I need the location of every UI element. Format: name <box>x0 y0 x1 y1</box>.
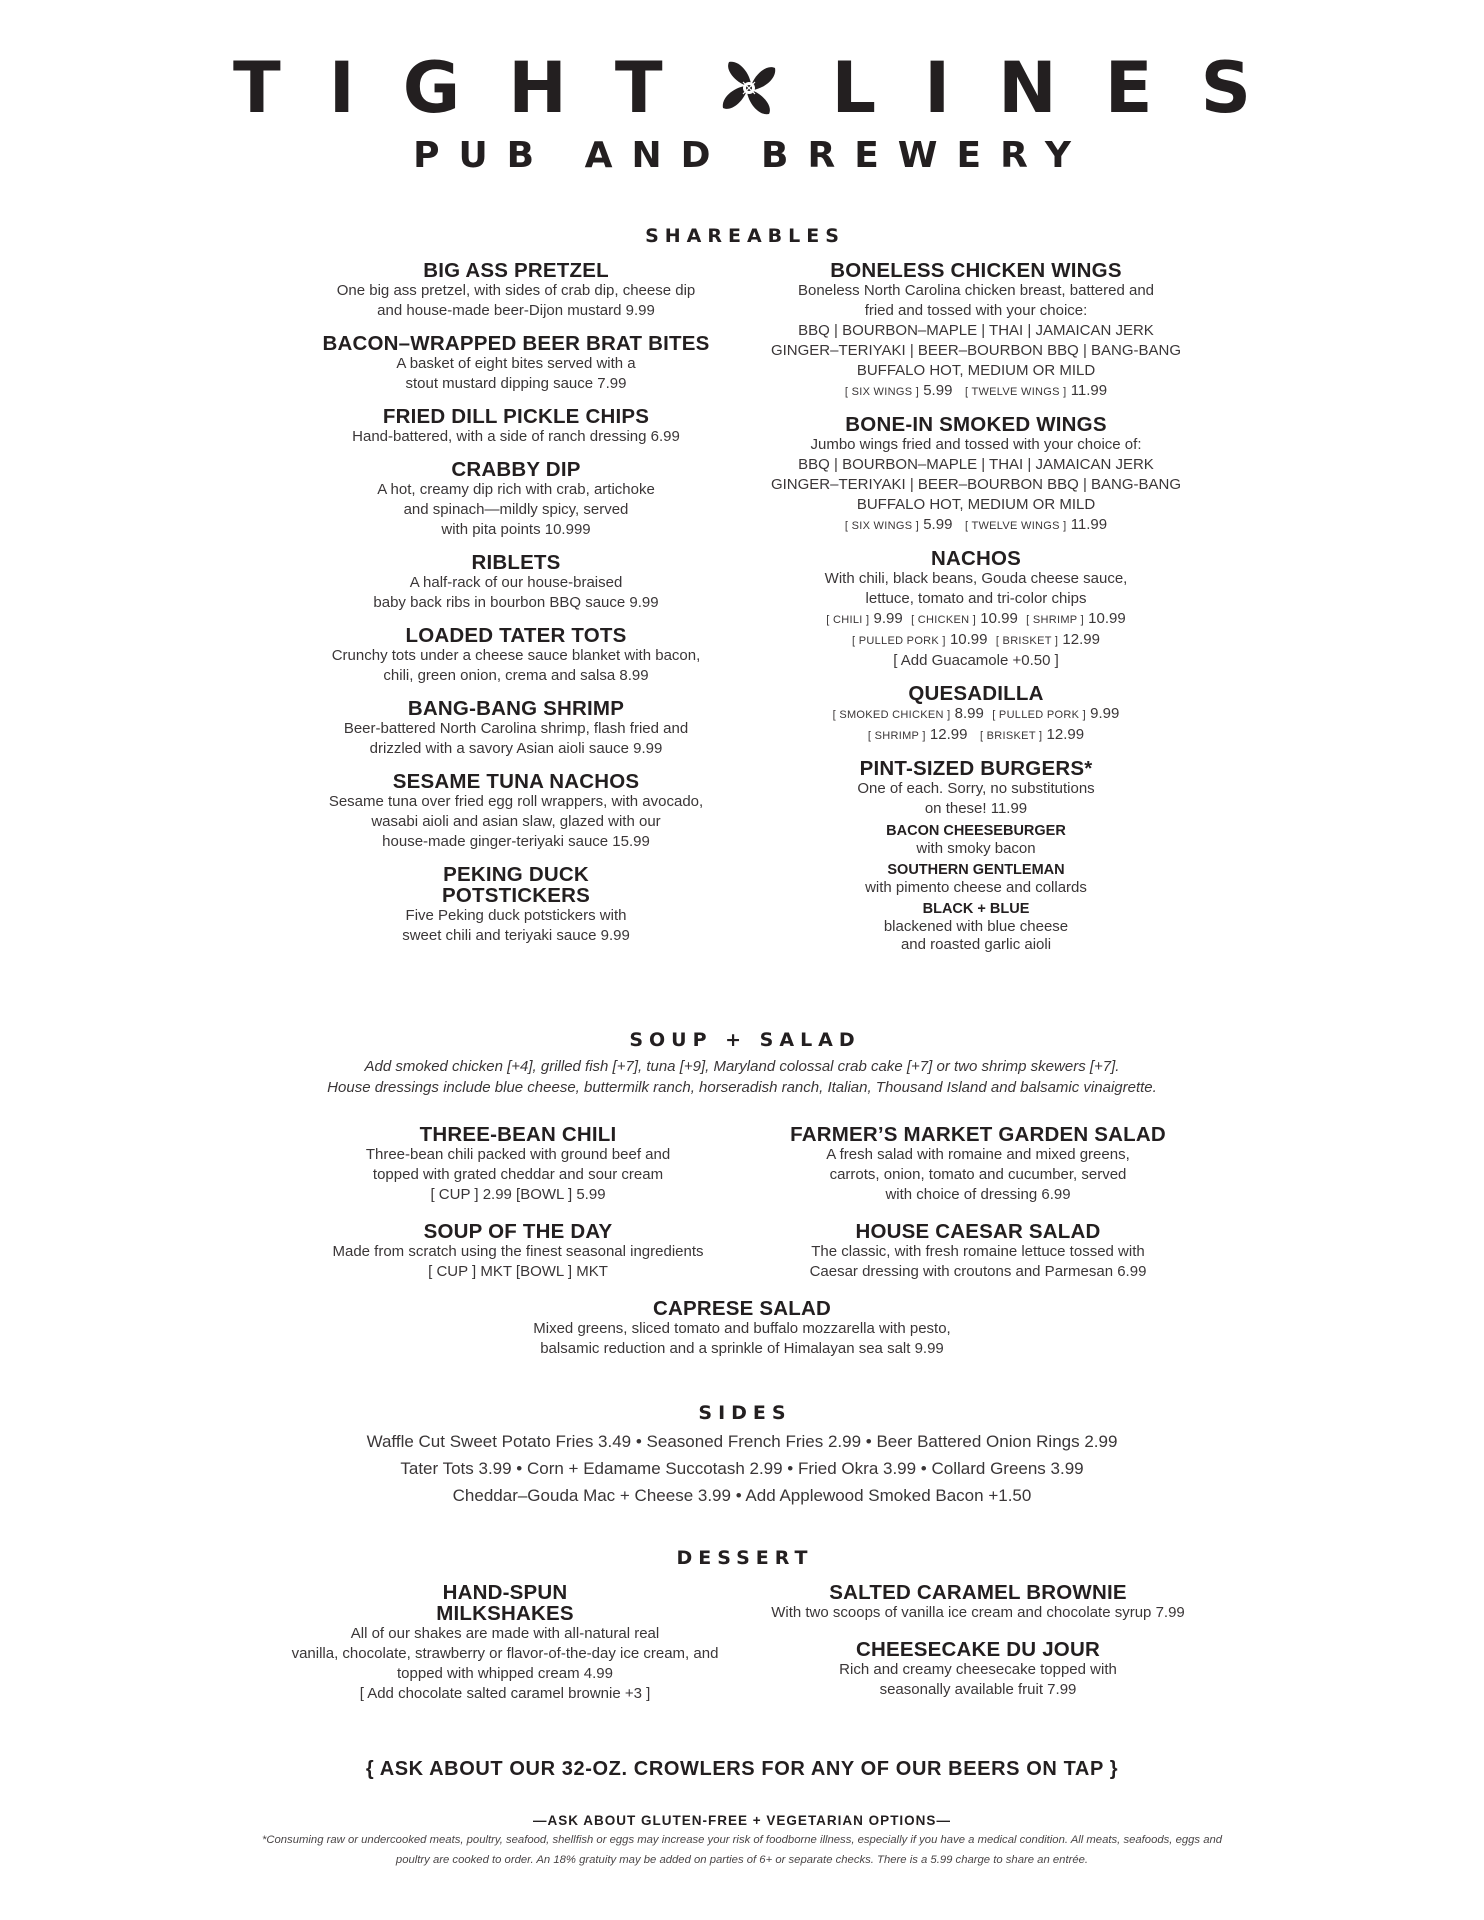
soup-salad-right-column <box>756 1124 1200 1298</box>
item-name: BONELESS CHICKEN WINGS <box>830 259 1122 282</box>
item-desc: [ Add chocolate salted caramel brownie +3 ] <box>359 1685 651 1702</box>
disclaimer-line: *Consuming raw or undercooked meats, poultry, seafood, shellfish or eggs may increase your risk of foodborne illness, especially if you have a medical condition. All meats, seafoods, eggs and <box>261 1834 1223 1846</box>
item-desc: BUFFALO HOT, MEDIUM OR MILD <box>856 496 1096 513</box>
option-price: 11.99 <box>1070 382 1108 399</box>
option-tag: [ CHICKEN ] <box>911 614 977 626</box>
item-name: THREE-BEAN CHILI <box>419 1123 617 1146</box>
item-desc: [ CUP ] MKT [BOWL ] MKT <box>428 1263 608 1280</box>
sub-item-desc: with smoky bacon <box>916 840 1036 857</box>
soup-salad-center <box>442 1298 1042 1359</box>
option-price: 12.99 <box>929 726 968 743</box>
item-desc: wasabi aioli and asian slaw, glazed with our <box>371 813 661 830</box>
option-price: 11.99 <box>1070 516 1108 533</box>
menu-item-burgers <box>766 758 1186 954</box>
option-price: 10.99 <box>949 631 988 648</box>
item-desc: With chili, black beans, Gouda cheese sauce, <box>824 570 1128 587</box>
menu-item <box>300 333 732 394</box>
option-tag: [ SIX WINGS ] <box>844 520 920 532</box>
item-desc: [ CUP ] 2.99 [BOWL ] 5.99 <box>430 1186 606 1203</box>
item-desc: BBQ | BOURBON–MAPLE | THAI | JAMAICAN JERK <box>798 322 1154 339</box>
item-desc: and house-made beer-Dijon mustard 9.99 <box>377 302 655 319</box>
item-desc: with pita points 10.999 <box>441 521 591 538</box>
item-desc: Made from scratch using the finest seasonal ingredients <box>332 1243 704 1260</box>
item-name: CAPRESE SALAD <box>652 1297 831 1320</box>
item-name: FARMER’S MARKET GARDEN SALAD <box>790 1123 1166 1146</box>
item-name: QUESADILLA <box>908 682 1044 705</box>
item-desc: A half-rack of our house-braised <box>409 574 623 591</box>
item-desc: BBQ | BOURBON–MAPLE | THAI | JAMAICAN JERK <box>798 456 1154 473</box>
item-desc: One big ass pretzel, with sides of crab dip, cheese dip <box>336 282 696 299</box>
item-desc: All of our shakes are made with all-natural real <box>350 1625 660 1642</box>
option-tag: [ BRISKET ] <box>995 635 1059 647</box>
price-options <box>766 515 1186 536</box>
option-price: 5.99 <box>923 382 953 399</box>
price-options <box>766 381 1186 402</box>
menu-item <box>300 260 732 321</box>
sides-line: Tater Tots 3.99 • Corn + Edamame Succotash 2.99 • Fried Okra 3.99 • Collard Greens 3.99 <box>400 1459 1084 1478</box>
item-name: BONE-IN SMOKED WINGS <box>845 413 1107 436</box>
logo-word-left: TIGHT <box>233 47 711 129</box>
option-tag: [ TWELVE WINGS ] <box>964 520 1067 532</box>
item-desc: Three-bean chili packed with ground beef and <box>365 1146 671 1163</box>
item-desc: seasonally available fruit 7.99 <box>879 1681 1077 1698</box>
item-desc: with choice of dressing 6.99 <box>885 1186 1071 1203</box>
item-desc: Rich and creamy cheesecake topped with <box>839 1661 1117 1678</box>
option-price: 9.99 <box>1090 705 1120 722</box>
sub-item-desc: and roasted garlic aioli <box>900 936 1052 953</box>
item-name: RIBLETS <box>471 551 561 574</box>
logo-word-right: LINES <box>831 47 1299 129</box>
dessert-right-column <box>756 1582 1200 1716</box>
item-desc: A hot, creamy dip rich with crab, artichoke <box>377 481 655 498</box>
menu-item-bonein-wings <box>766 414 1186 536</box>
option-tag: [ SHRIMP ] <box>867 730 926 742</box>
menu-item <box>290 1124 746 1205</box>
sides-line: Waffle Cut Sweet Potato Fries 3.49 • Seasoned French Fries 2.99 • Beer Battered Onion Rings 2.99 <box>366 1432 1118 1451</box>
item-desc: A fresh salad with romaine and mixed greens, <box>826 1146 1130 1163</box>
sides-line: Cheddar–Gouda Mac + Cheese 3.99 • Add Applewood Smoked Bacon +1.50 <box>452 1486 1032 1505</box>
item-desc: With two scoops of vanilla ice cream and chocolate syrup 7.99 <box>771 1604 1185 1621</box>
subtitle: PUB AND BREWERY <box>413 135 1090 176</box>
item-desc: Five Peking duck potstickers with <box>405 907 627 924</box>
option-price: 10.99 <box>1088 610 1126 627</box>
menu-item <box>290 1221 746 1282</box>
item-desc: Jumbo wings fried and tossed with your choice of: <box>810 436 1142 453</box>
soup-salad-addons-note: Add smoked chicken [+4], grilled fish [+7], tuna [+9], Maryland colossal crab cake [+7] or two shrimp skewers [+7]. <box>364 1058 1120 1075</box>
fishing-lure-icon <box>717 56 781 120</box>
menu-item <box>300 625 732 686</box>
soup-salad-left-column <box>290 1124 746 1298</box>
item-desc: The classic, with fresh romaine lettuce tossed with <box>811 1243 1145 1260</box>
price-options <box>766 630 1186 651</box>
soup-salad-dressings-note: House dressings include blue cheese, buttermilk ranch, horseradish ranch, Italian, Thousand Island and balsamic vinaigrette. <box>327 1079 1157 1096</box>
item-desc: vanilla, chocolate, strawberry or flavor-of-the-day ice cream, and <box>291 1645 719 1662</box>
menu-item <box>756 1639 1200 1700</box>
logo <box>0 48 1484 128</box>
option-price: 12.99 <box>1062 631 1100 648</box>
item-name: BANG-BANG SHRIMP <box>407 697 625 720</box>
item-desc: topped with grated cheddar and sour cream <box>372 1166 664 1183</box>
item-name: PEKING DUCK POTSTICKERS <box>442 863 590 907</box>
item-desc: chili, green onion, crema and salsa 8.99 <box>383 667 649 684</box>
item-desc: Caesar dressing with croutons and Parmesan 6.99 <box>809 1263 1147 1280</box>
menu-item <box>300 698 732 759</box>
option-tag: [ SIX WINGS ] <box>844 386 920 398</box>
price-options <box>766 725 1186 746</box>
item-desc: topped with whipped cream 4.99 <box>397 1665 613 1682</box>
option-tag: [ PULLED PORK ] <box>992 709 1086 721</box>
item-desc: Crunchy tots under a cheese sauce blanket with bacon, <box>331 647 701 664</box>
item-desc: stout mustard dipping sauce 7.99 <box>405 375 627 392</box>
sub-item-desc: blackened with blue cheese <box>883 918 1069 935</box>
menu-item-quesadilla <box>766 683 1186 746</box>
disclaimer <box>240 1830 1244 1870</box>
item-desc: on these! 11.99 <box>924 800 1028 817</box>
option-price: 8.99 <box>954 705 984 722</box>
section-heading-soup-salad: SOUP + SALAD <box>629 1029 861 1051</box>
menu-item <box>300 552 732 613</box>
section-heading-dessert: DESSERT <box>676 1547 814 1569</box>
menu-item <box>300 771 732 852</box>
option-tag: [ BRISKET ] <box>979 730 1043 742</box>
item-desc: GINGER–TERIYAKI | BEER–BOURBON BBQ | BANG-BANG <box>770 476 1182 493</box>
price-options <box>766 704 1186 725</box>
item-desc: sweet chili and teriyaki sauce 9.99 <box>402 927 630 944</box>
sub-item-name: BLACK + BLUE <box>922 901 1030 917</box>
menu-item <box>300 864 732 946</box>
option-tag: [ PULLED PORK ] <box>852 635 946 647</box>
menu-item <box>300 406 732 447</box>
item-name: CRABBY DIP <box>451 458 581 481</box>
option-price: 5.99 <box>923 516 953 533</box>
item-desc: and spinach—mildly spicy, served <box>403 501 629 518</box>
item-desc: GINGER–TERIYAKI | BEER–BOURBON BBQ | BANG-BANG <box>770 342 1182 359</box>
item-name: NACHOS <box>930 547 1022 570</box>
item-desc: Boneless North Carolina chicken breast, battered and <box>797 282 1155 299</box>
item-name: SALTED CARAMEL BROWNIE <box>829 1581 1127 1604</box>
option-tag: [ SHRIMP ] <box>1026 614 1084 626</box>
item-desc: One of each. Sorry, no substitutions <box>857 780 1095 797</box>
option-tag: [ SMOKED CHICKEN ] <box>832 709 951 721</box>
item-desc: BUFFALO HOT, MEDIUM OR MILD <box>856 362 1096 379</box>
shareables-left-column <box>300 260 732 958</box>
option-tag: [ CHILI ] <box>826 614 870 626</box>
sides-list <box>0 1428 1484 1509</box>
item-name: BIG ASS PRETZEL <box>423 259 609 282</box>
crowler-note: { ASK ABOUT OUR 32-OZ. CROWLERS FOR ANY OF OUR BEERS ON TAP } <box>365 1758 1119 1780</box>
option-price: 10.99 <box>980 610 1018 627</box>
item-desc: balsamic reduction and a sprinkle of Himalayan sea salt 9.99 <box>540 1340 944 1357</box>
sub-item-name: SOUTHERN GENTLEMAN <box>887 862 1065 878</box>
section-heading-shareables: SHAREABLES <box>645 225 845 247</box>
item-desc: Beer-battered North Carolina shrimp, flash fried and <box>343 720 689 737</box>
gluten-free-note: —ASK ABOUT GLUTEN-FREE + VEGETARIAN OPTIONS— <box>533 1813 951 1828</box>
item-name: BACON–WRAPPED BEER BRAT BITES <box>322 332 710 355</box>
menu-item-nachos <box>766 548 1186 671</box>
item-name: PINT-SIZED BURGERS* <box>859 757 1093 780</box>
menu-item-boneless-wings <box>766 260 1186 402</box>
item-name: SOUP OF THE DAY <box>423 1220 613 1243</box>
option-price: 12.99 <box>1046 726 1085 743</box>
sub-item-name: BACON CHEESEBURGER <box>886 823 1066 839</box>
item-desc: drizzled with a savory Asian aioli sauce 9.99 <box>369 740 663 757</box>
item-desc: fried and tossed with your choice: <box>864 302 1088 319</box>
menu-item <box>300 459 732 540</box>
item-desc: Sesame tuna over fried egg roll wrappers, with avocado, <box>328 793 704 810</box>
item-desc: lettuce, tomato and tri-color chips <box>865 590 1087 607</box>
item-name: HOUSE CAESAR SALAD <box>855 1220 1101 1243</box>
option-price: 9.99 <box>873 610 903 627</box>
price-options <box>766 609 1186 630</box>
dessert-left-column <box>270 1582 740 1704</box>
menu-item <box>756 1582 1200 1623</box>
item-extra: [ Add Guacamole +0.50 ] <box>893 652 1059 669</box>
item-name: FRIED DILL PICKLE CHIPS <box>382 405 650 428</box>
item-desc: house-made ginger-teriyaki sauce 15.99 <box>382 833 650 850</box>
item-name: HAND-SPUN MILKSHAKES <box>436 1581 574 1625</box>
item-desc: Hand-battered, with a side of ranch dressing 6.99 <box>352 428 680 445</box>
item-name: CHEESECAKE DU JOUR <box>856 1638 1100 1661</box>
item-name: LOADED TATER TOTS <box>405 624 627 647</box>
option-tag: [ TWELVE WINGS ] <box>964 386 1067 398</box>
disclaimer-line: poultry are cooked to order. An 18% gratuity may be added on parties of 6+ or separate checks. There is a 5.99 charge to share an entrée. <box>395 1854 1089 1866</box>
menu-item <box>756 1221 1200 1282</box>
item-name: SESAME TUNA NACHOS <box>392 770 640 793</box>
item-desc: A basket of eight bites served with a <box>396 355 636 372</box>
sub-item-desc: with pimento cheese and collards <box>865 879 1087 896</box>
item-desc: baby back ribs in bourbon BBQ sauce 9.99 <box>373 594 659 611</box>
item-desc: Mixed greens, sliced tomato and buffalo mozzarella with pesto, <box>533 1320 951 1337</box>
section-heading-sides: SIDES <box>698 1402 792 1424</box>
shareables-right-column <box>766 260 1186 963</box>
item-desc: carrots, onion, tomato and cucumber, served <box>829 1166 1127 1183</box>
menu-item <box>756 1124 1200 1205</box>
